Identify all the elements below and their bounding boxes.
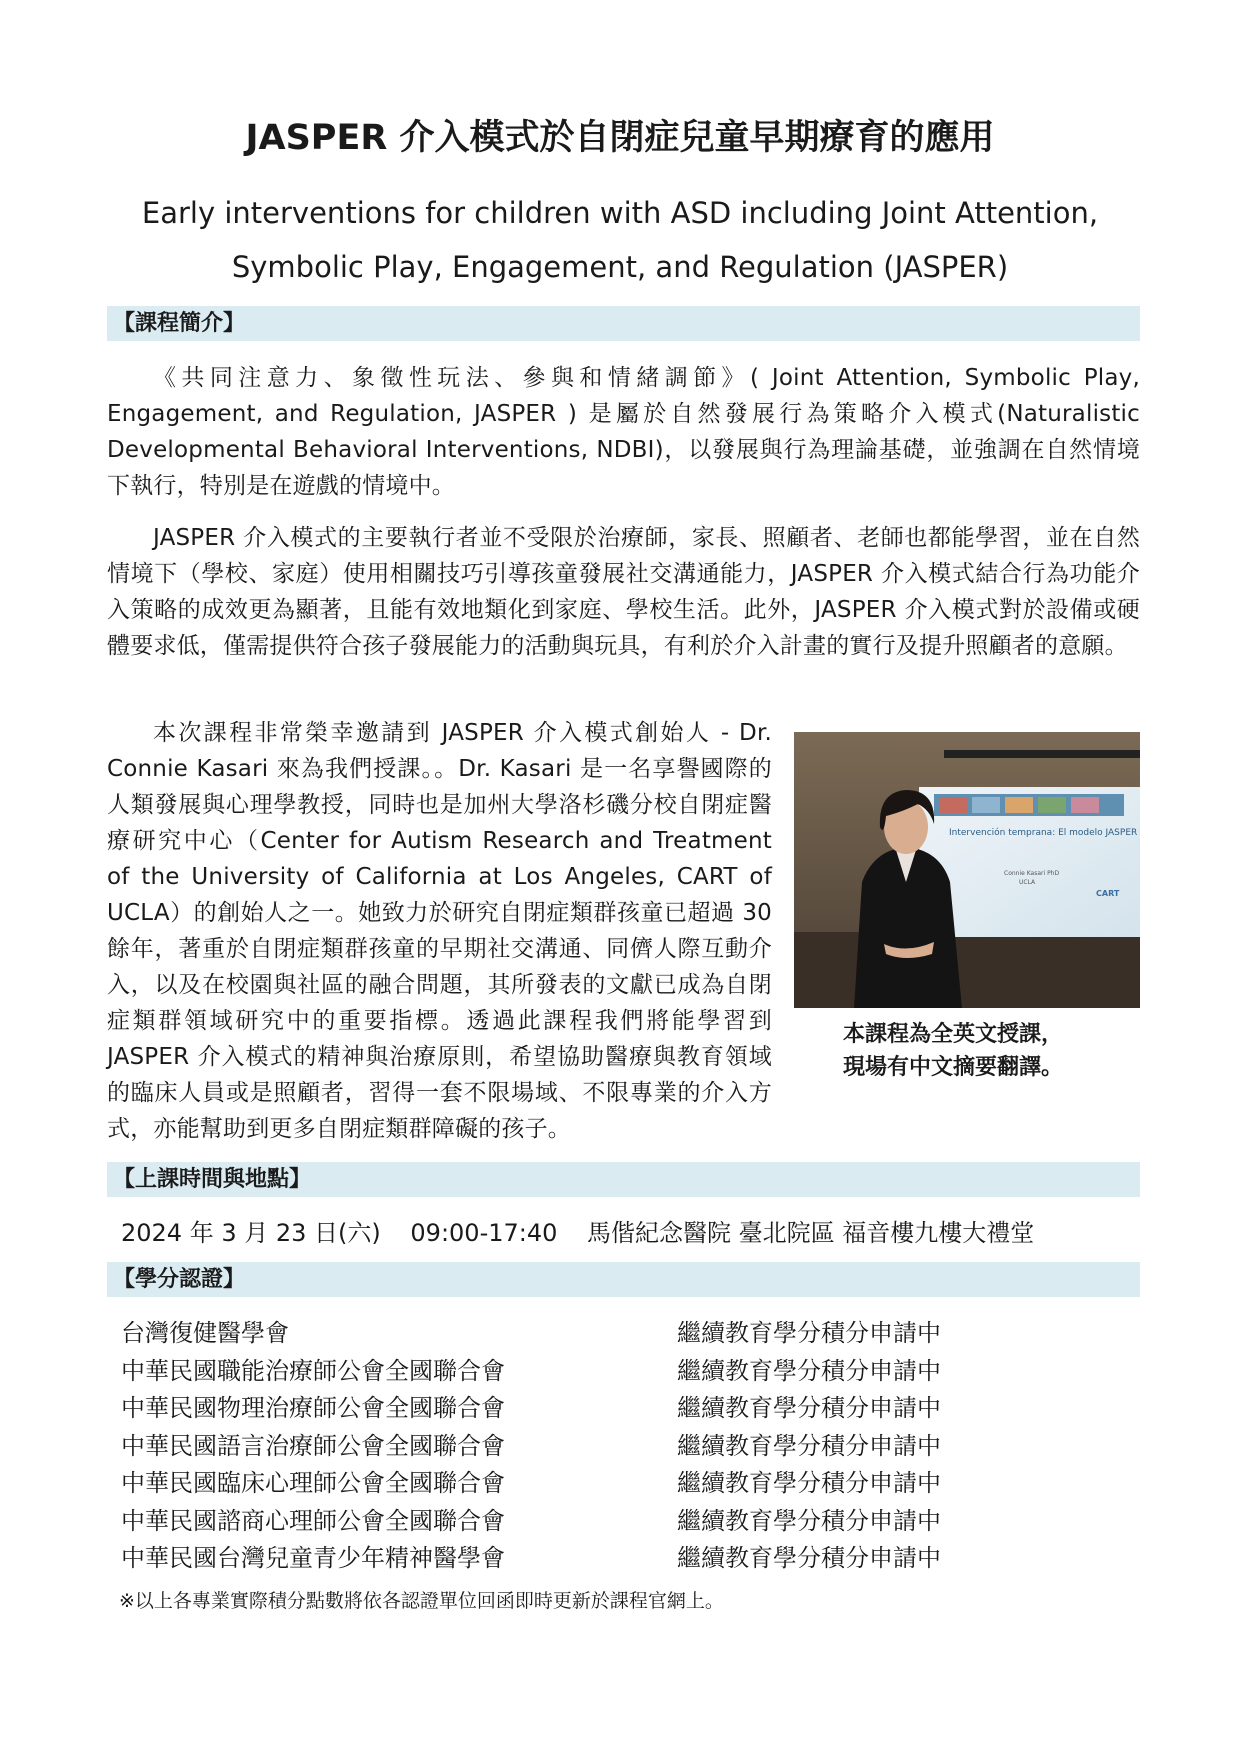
credit-status: 繼續教育學分積分申請中 xyxy=(677,1319,941,1347)
credit-row xyxy=(121,1428,1121,1466)
speaker-photo xyxy=(794,732,1140,1008)
intro-paragraph-3: 本次課程非常榮幸邀請到 JASPER 介入模式創始人 - Dr. Connie Kasari 來為我們授課。。Dr. Kasari 是一名享譽國際的人類發展與心理學教授，同時也是加州大學洛杉磯分校自閉症醫療研究中心（Center for Autism Research and Treatment of the University of California at Los Angeles, CART of UCLA）的創始人之一。她致力於研究自閉症類群孩童已超過 30 餘年，著重於自閉症類群孩童的早期社交溝通、同儕人際互動介入，以及在校園與社區的融合問題，其所發表的文獻已成為自閉症類群領域研究中的重要指標。透過此課程我們將能學習到 JASPER 介入模式的精神與治療原則，希望協助醫療與教育領域的臨床人員或是照顧者，習得一套不限場域、不限專業的介入方式，亦能幫助到更多自閉症類群障礙的孩子。 xyxy=(107,720,772,1142)
credit-org: 中華民國職能治療師公會全國聯合會 xyxy=(121,1356,505,1385)
credit-org: 中華民國台灣兒童青少年精神醫學會 xyxy=(121,1544,505,1572)
caption-line-1: 本課程為全英文授課， xyxy=(843,1022,1064,1047)
credit-status: 繼續教育學分積分申請中 xyxy=(677,1356,941,1385)
credit-status: 繼續教育學分積分申請中 xyxy=(677,1431,941,1460)
speaker-photo-illustration xyxy=(794,732,1140,1008)
schedule-venue: 馬偕紀念醫院 臺北院區 福音樓九樓大禮堂 xyxy=(587,1219,1035,1247)
screen-logo-text: CART xyxy=(1096,889,1120,898)
credit-row xyxy=(121,1503,1121,1541)
credits-list xyxy=(121,1315,1121,1578)
intro-block-1 xyxy=(107,360,1140,504)
schedule-date: 2024 年 3 月 23 日(六) xyxy=(121,1219,381,1247)
credit-status: 繼續教育學分積分申請中 xyxy=(677,1544,941,1572)
credit-status: 繼續教育學分積分申請中 xyxy=(677,1394,941,1422)
section-header-intro: 【課程簡介】 xyxy=(107,306,1140,341)
schedule-line xyxy=(121,1215,1056,1251)
credit-row xyxy=(121,1353,1121,1391)
intro-paragraph-2: JASPER 介入模式的主要執行者並不受限於治療師，家長、照顧者、老師也都能學習，並在自然情境下（學校、家庭）使用相關技巧引導孩童發展社交溝通能力，JASPER 介入模式結合行為功能介入策略的成效更為顯著，且能有效地類化到家庭、學校生活。此外，JASPER 介入模式對於設備或硬體要求低，僅需提供符合孩子發展能力的活動與玩具，有利於介入計畫的實行及提升照顧者的意願。 xyxy=(107,525,1140,659)
credit-row xyxy=(121,1540,1121,1578)
credit-row xyxy=(121,1315,1121,1353)
section-header-credits: 【學分認證】 xyxy=(107,1262,1140,1297)
credit-org: 中華民國語言治療師公會全國聯合會 xyxy=(121,1431,505,1460)
schedule-time: 09:00-17:40 xyxy=(410,1219,558,1247)
intro-block-3 xyxy=(107,715,772,1147)
credit-row xyxy=(121,1465,1121,1503)
credit-org: 台灣復健醫學會 xyxy=(121,1319,289,1347)
page-subtitle xyxy=(60,186,1180,294)
credit-status: 繼續教育學分積分申請中 xyxy=(677,1469,941,1497)
screen-presenter-text: Connie Kasari PhD xyxy=(1004,870,1060,877)
screen-title-text: Intervención temprana: El modelo JASPER xyxy=(949,828,1138,838)
section-header-time-place: 【上課時間與地點】 xyxy=(107,1162,1140,1197)
subtitle-line-1: Early interventions for children with ASD including Joint Attention, xyxy=(141,196,1099,230)
credit-org: 中華民國臨床心理師公會全國聯合會 xyxy=(121,1469,505,1497)
credit-org: 中華民國物理治療師公會全國聯合會 xyxy=(121,1394,505,1422)
page-title: JASPER 介入模式於自閉症兒童早期療育的應用 xyxy=(245,118,995,158)
intro-paragraph-1: 《共同注意力、象徵性玩法、參與和情緒調節》( Joint Attention, Symbolic Play, Engagement, and Regulation, JASPER ) 是屬於自然發展行為策略介入模式(Naturalistic Developmental Behavioral Interventions, NDBI)，以發展與行為理論基礎，並強調在自然情境下執行，特別是在遊戲的情境中。 xyxy=(107,365,1140,499)
credit-org: 中華民國諮商心理師公會全國聯合會 xyxy=(121,1506,505,1535)
screen-affil-text: UCLA xyxy=(1019,879,1036,886)
credits-note: ※以上各專業實際積分點數將依各認證單位回函即時更新於課程官網上。 xyxy=(119,1590,724,1612)
intro-block-2 xyxy=(107,520,1140,664)
subtitle-line-2: Symbolic Play, Engagement, and Regulation (JASPER) xyxy=(231,250,1009,284)
caption-line-2: 現場有中文摘要翻譯。 xyxy=(843,1055,1064,1080)
credit-row xyxy=(121,1390,1121,1428)
credit-status: 繼續教育學分積分申請中 xyxy=(677,1506,941,1535)
photo-caption xyxy=(843,1018,1123,1084)
